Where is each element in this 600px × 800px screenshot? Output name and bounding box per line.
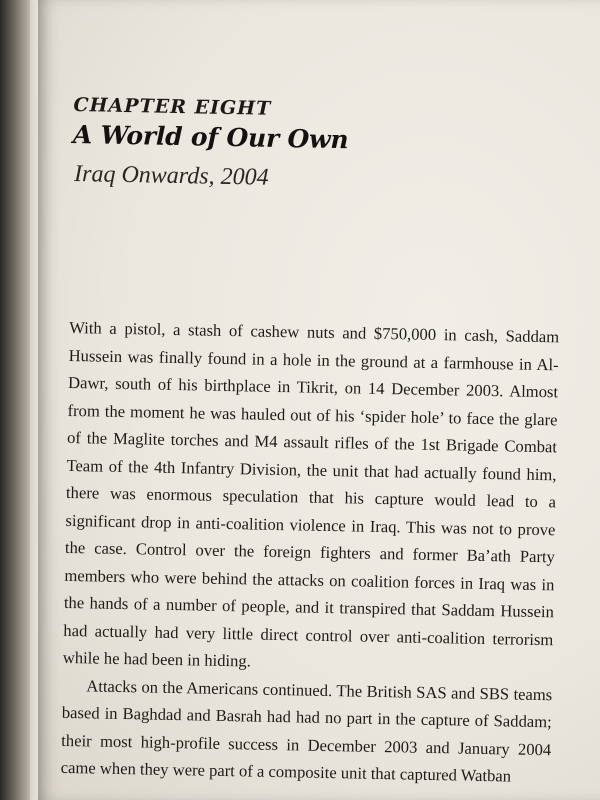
book-page — [38, 0, 600, 800]
paragraph-2: Attacks on the Americans continued. The British SAS and SBS teams based in Baghdad and Basrah had had no part in the capture of Saddam; their most high-profile success in December 2003 and January 2004 came when they were part of a composite unit that captured Watban — [60, 675, 553, 786]
chapter-label: CHAPTER EIGHT — [73, 93, 272, 120]
paragraph-1: With a pistol, a stash of cashew nuts and $750,000 in cash, Saddam Hussein was finally found in a hole in the ground at a farmhouse in Al-Dawr, south of his birthplace in Tikrit, on 14 December 2003. Almost from the moment he was hauled out of his ‘spider hole’ to face the glare of the Maglite torches and M4 assault rifles of the 1st Brigade Combat Team of the 4th Infantry Division, the unit that had actually found him, there was enormous speculation that his capture would lead to a significant drop in anti-coalition violence in Iraq. This was not to prove the case. Control over the foreign fighters and former Ba’ath Party members who were behind the attacks on coalition forces in Iraq was in the hands of a number of people, and it transpired that Saddam Hussein had actually had very little direct control over anti-coalition terrorism while he had been in hiding. — [62, 317, 560, 671]
body-text — [60, 314, 559, 791]
previous-page-edge — [0, 0, 30, 800]
chapter-subtitle: Iraq Onwards, 2004 — [73, 161, 269, 191]
page-content — [60, 78, 563, 791]
chapter-title: A World of Our Own — [72, 119, 349, 155]
